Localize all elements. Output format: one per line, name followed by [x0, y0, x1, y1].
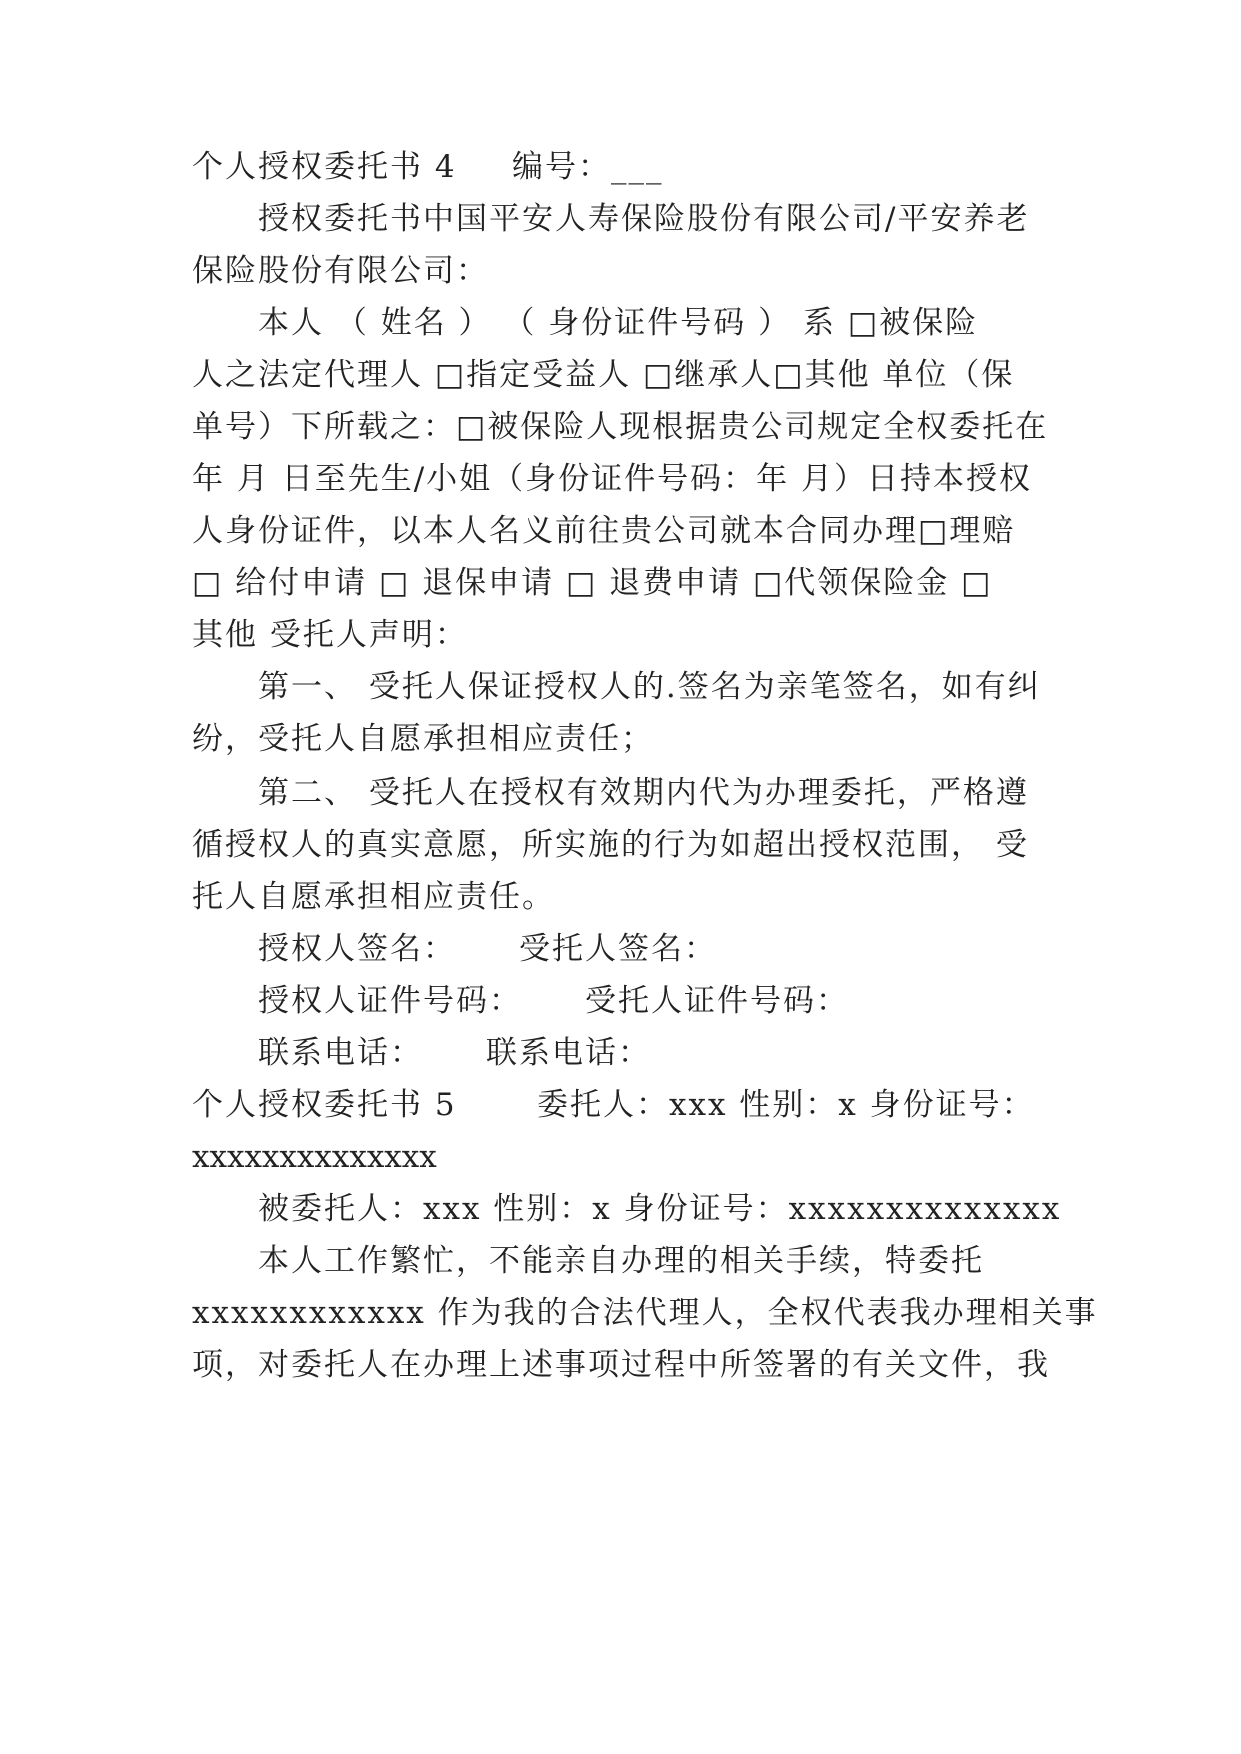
- declaration-line-6: □ 给付申请 □ 退保申请 □ 退费申请 □代领保险金 □: [192, 565, 993, 601]
- section-5-title: 个人授权委托书 5: [192, 1087, 457, 1123]
- declaration-line-1: 本人 （ 姓名 ） （ 身份证件号码 ） 系 □被保险: [258, 305, 979, 341]
- declaration-line-4: 年 月 日至先生/小姐（身份证件号码：年 月）日持本授权: [192, 461, 1033, 497]
- paragraph-line: [0, 1336, 1241, 1394]
- clause-1-line-2: 纷，受托人自愿承担相应责任；: [192, 721, 654, 757]
- declaration-line-5: 人身份证件，以本人名义前往贵公司就本合同办理□理赔: [192, 513, 1016, 549]
- grantor-id-label: 授权人证件号码：: [258, 983, 522, 1019]
- authorization-line-3: 项，对委托人在办理上述事项过程中所签署的有关文件，我: [192, 1347, 1050, 1383]
- paragraph-line: [0, 450, 1241, 508]
- section-4-title: 个人授权委托书 4: [192, 149, 457, 185]
- grantor-signature-label: 授权人签名：: [258, 931, 456, 967]
- principal-id-number: xxxxxxxxxxxxxx: [192, 1139, 437, 1175]
- paragraph-line: [0, 190, 1241, 248]
- paragraph-line: [0, 658, 1241, 716]
- clause-2-line-3: 托人自愿承担相应责任。: [192, 879, 555, 915]
- paragraph-line: [0, 346, 1241, 404]
- paragraph-line: [0, 1128, 1241, 1186]
- paragraph-line: [0, 764, 1241, 822]
- declaration-line-7: 其他 受托人声明：: [192, 617, 468, 653]
- addressee-line-1: 授权委托书中国平安人寿保险股份有限公司/平安养老: [258, 201, 1030, 237]
- authorization-line-2: xxxxxxxxxxxx 作为我的合法代理人，全权代表我办理相关事: [192, 1295, 1098, 1331]
- paragraph-line: [0, 606, 1241, 664]
- paragraph-line: [0, 294, 1241, 352]
- serial-number-label: 编号：___: [512, 149, 664, 185]
- paragraph-line: [0, 502, 1241, 560]
- paragraph-line: [0, 242, 1241, 300]
- principal-info: 委托人：xxx 性别：x 身份证号：: [537, 1087, 1035, 1123]
- paragraph-line: [0, 554, 1241, 612]
- agent-id-label: 受托人证件号码：: [585, 983, 849, 1019]
- section-4-header: [0, 138, 1241, 196]
- grantor-phone-label: 联系电话：: [258, 1035, 423, 1071]
- paragraph-line: [0, 816, 1241, 874]
- section-5-header: [0, 1076, 1241, 1134]
- paragraph-line: [0, 710, 1241, 768]
- clause-2-line-1: 第二、 受托人在授权有效期内代为办理委托，严格遵: [258, 775, 1029, 811]
- paragraph-line: [0, 398, 1241, 456]
- agent-phone-label: 联系电话：: [486, 1035, 651, 1071]
- authorization-line-1: 本人工作繁忙，不能亲自办理的相关手续，特委托: [258, 1243, 984, 1279]
- id-number-row: [0, 972, 1241, 1030]
- agent-info: 被委托人：xxx 性别：x 身份证号：xxxxxxxxxxxxxx: [258, 1191, 1062, 1227]
- clause-1-line-1: 第一、 受托人保证授权人的.签名为亲笔签名，如有纠: [258, 669, 1041, 705]
- declaration-line-2: 人之法定代理人 □指定受益人 □继承人□其他 单位（保: [192, 357, 1015, 393]
- paragraph-line: [0, 1284, 1241, 1342]
- paragraph-line: [0, 1180, 1241, 1238]
- clause-2-line-2: 循授权人的真实意愿，所实施的行为如超出授权范围， 受: [192, 827, 1029, 863]
- agent-signature-label: 受托人签名：: [519, 931, 717, 967]
- signature-row: [0, 920, 1241, 978]
- phone-row: [0, 1024, 1241, 1082]
- paragraph-line: [0, 868, 1241, 926]
- addressee-line-2: 保险股份有限公司：: [192, 253, 489, 289]
- paragraph-line: [0, 1232, 1241, 1290]
- declaration-line-3: 单号）下所载之：□被保险人现根据贵公司规定全权委托在: [192, 409, 1049, 445]
